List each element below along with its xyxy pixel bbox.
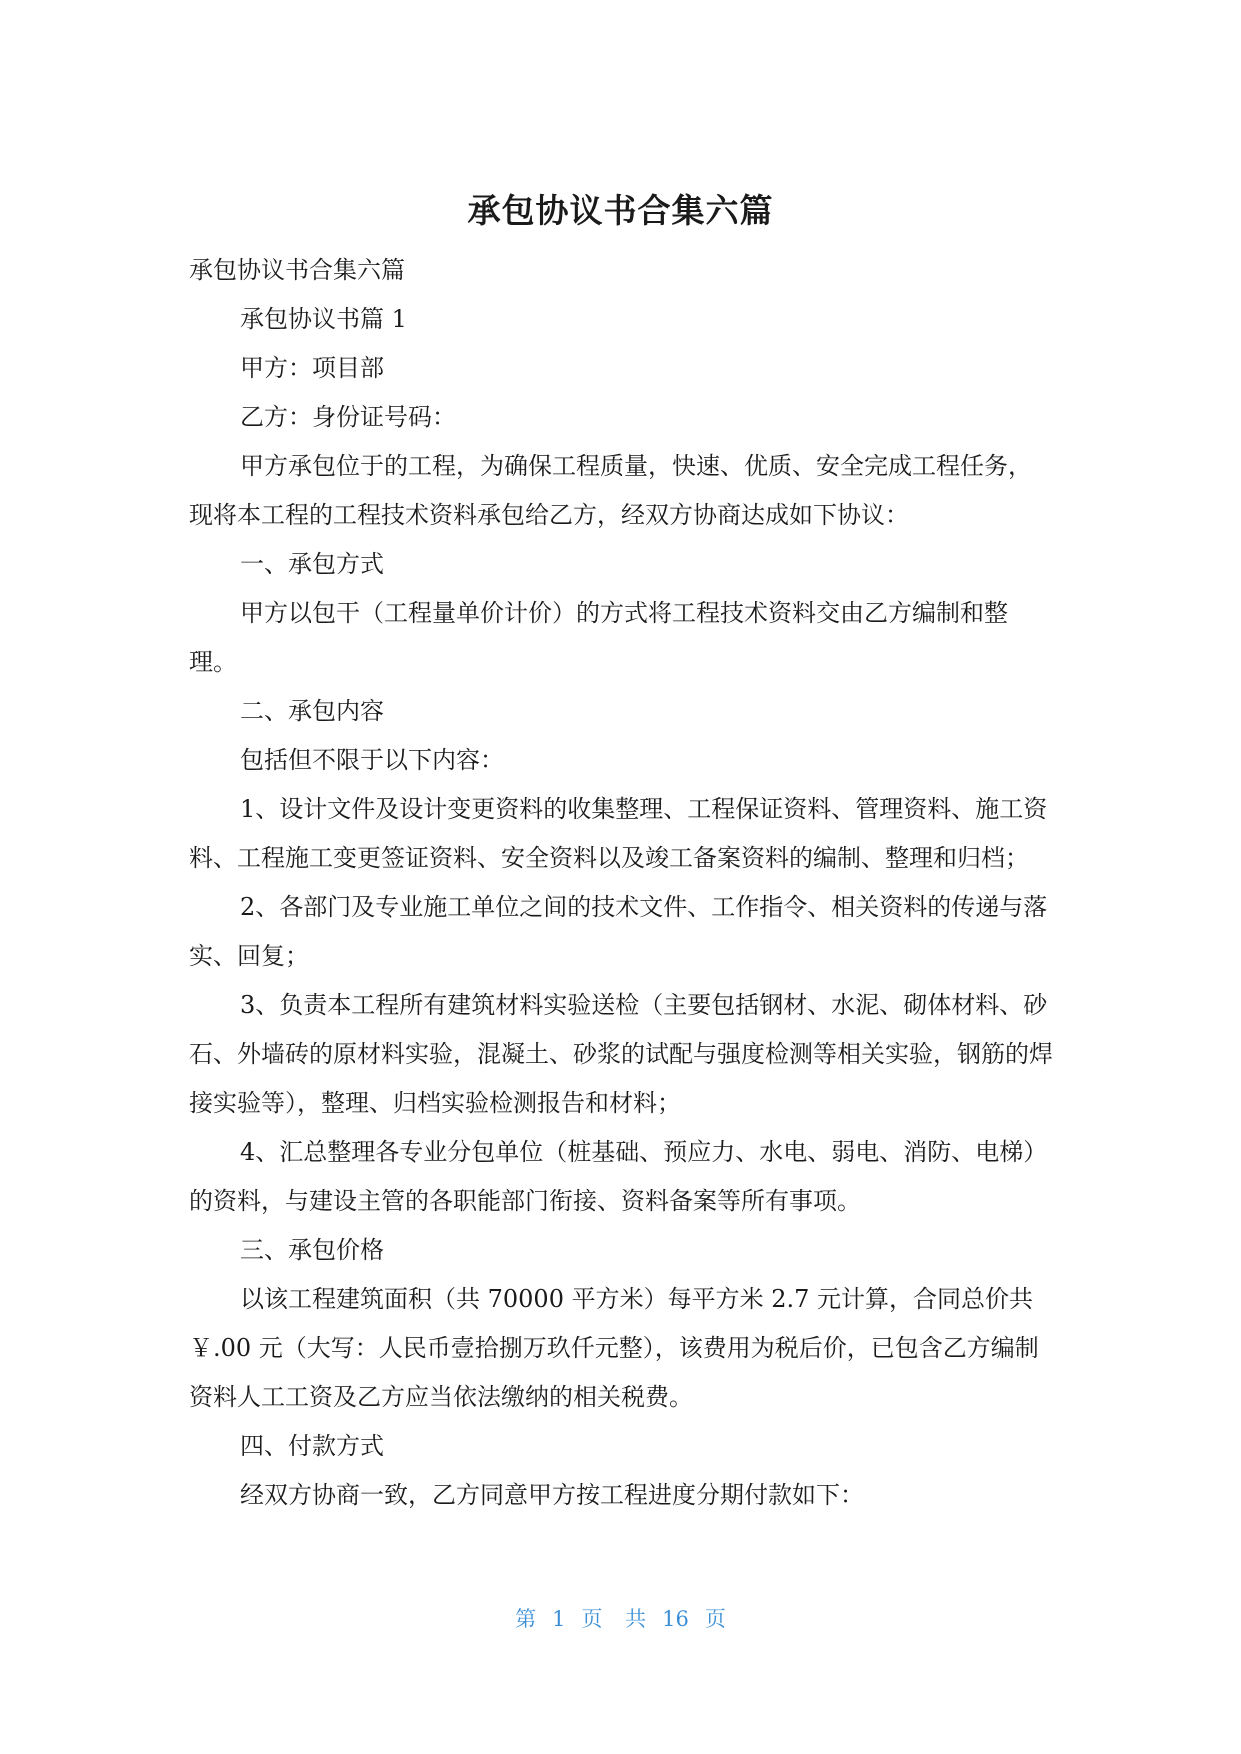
document-title: 承包协议书合集六篇 xyxy=(467,191,774,230)
footer-prefix: 第 xyxy=(515,1607,537,1631)
document-body xyxy=(189,246,1055,1520)
paragraph: 乙方：身份证号码： xyxy=(240,403,456,431)
paragraph: 包括但不限于以下内容： xyxy=(240,746,504,774)
page-footer xyxy=(0,1604,1241,1634)
paragraph: 承包协议书合集六篇 xyxy=(189,256,405,284)
list-item: 1、设计文件及设计变更资料的收集整理、工程保证资料、管理资料、施工资料、工程施工变更签证资料、安全资料以及竣工备案资料的编制、整理和归档； xyxy=(189,795,1048,872)
paragraph: 甲方以包干（工程量单价计价）的方式将工程技术资料交由乙方编制和整理。 xyxy=(189,599,1008,676)
paragraph: 承包协议书篇 1 xyxy=(240,305,407,333)
list-item: 4、汇总整理各专业分包单位（桩基础、预应力、水电、弱电、消防、电梯）的资料，与建设主管的各职能部门衔接、资料备案等所有事项。 xyxy=(189,1138,1048,1215)
section-heading: 二、承包内容 xyxy=(240,697,384,725)
list-item: 2、各部门及专业施工单位之间的技术文件、工作指令、相关资料的传递与落实、回复； xyxy=(189,893,1048,970)
paragraph: 甲方：项目部 xyxy=(240,354,384,382)
list-item: 3、负责本工程所有建筑材料实验送检（主要包括钢材、水泥、砌体材料、砂石、外墙砖的原材料实验，混凝土、砂浆的试配与强度检测等相关实验，钢筋的焊接实验等），整理、归档实验检测报告和材料； xyxy=(189,991,1053,1117)
paragraph: 以该工程建筑面积（共 70000 平方米）每平方米 2.7 元计算，合同总价共￥.00 元（大写：人民币壹拾捌万玖仟元整），该费用为税后价，已包含乙方编制资料人工工资及乙方应当依法缴纳的相关税费。 xyxy=(189,1285,1039,1411)
paragraph: 经双方协商一致，乙方同意甲方按工程进度分期付款如下： xyxy=(240,1481,864,1509)
section-heading: 四、付款方式 xyxy=(240,1432,384,1460)
section-heading: 三、承包价格 xyxy=(240,1236,384,1264)
section-heading: 一、承包方式 xyxy=(240,550,384,578)
footer-current-page: 1 xyxy=(552,1607,566,1631)
footer-suffix: 页 xyxy=(704,1607,726,1631)
footer-total-pages: 16 xyxy=(662,1607,689,1631)
paragraph: 甲方承包位于的工程，为确保工程质量，快速、优质、安全完成工程任务，现将本工程的工程技术资料承包给乙方，经双方协商达成如下协议： xyxy=(189,452,1032,529)
footer-middle: 页 共 xyxy=(581,1607,647,1631)
